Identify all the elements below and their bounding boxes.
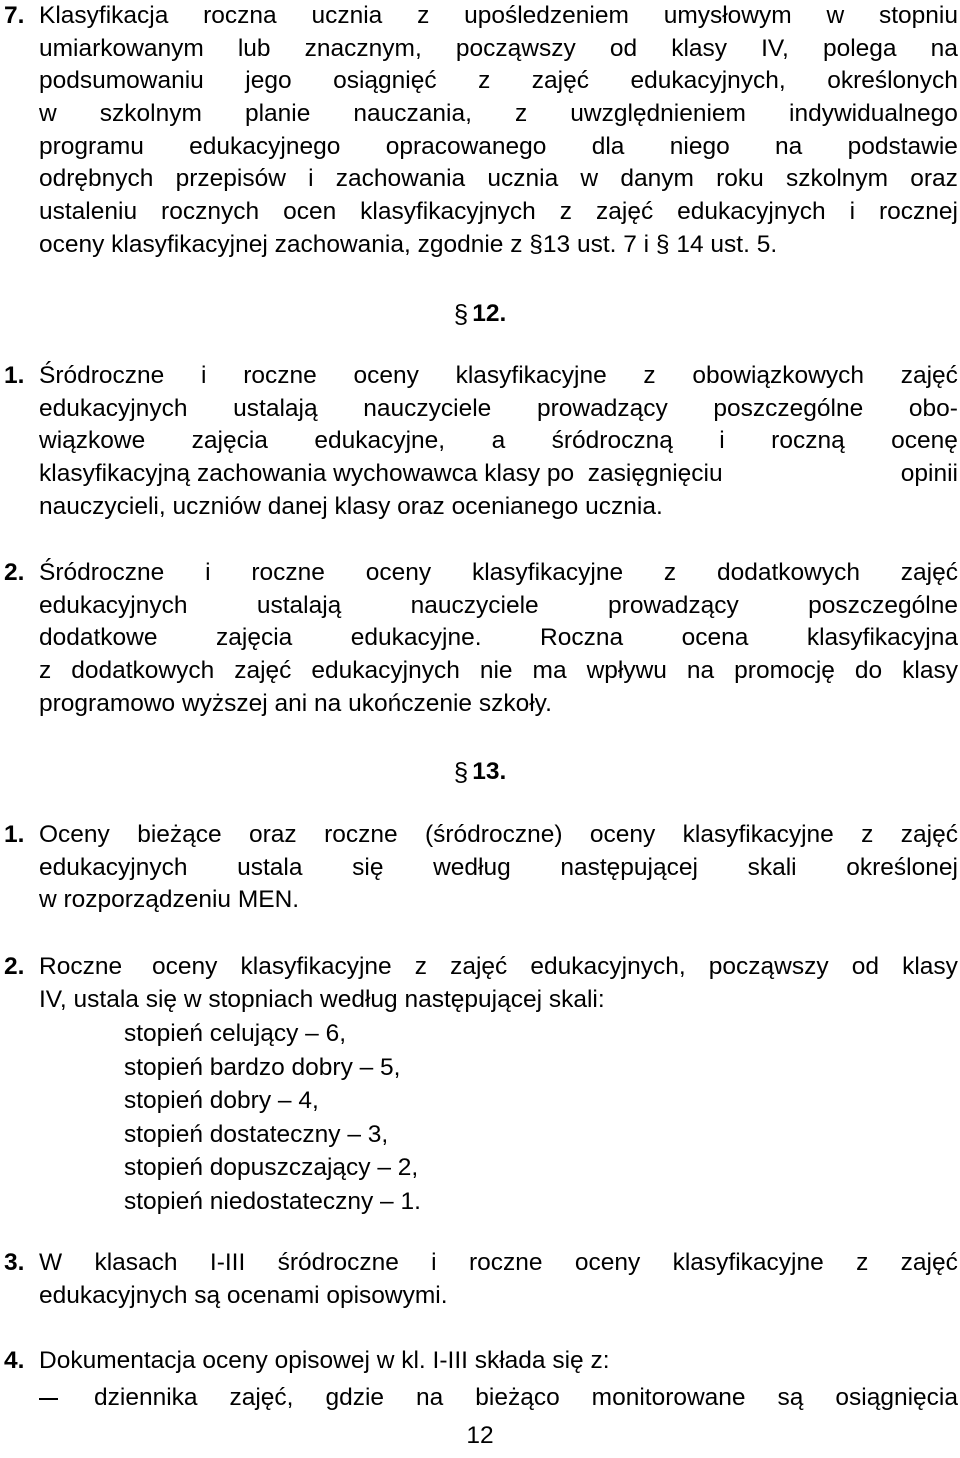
word: Oceny — [39, 821, 110, 848]
grade-item: stopień dostateczny – 3, — [124, 1120, 389, 1148]
grade-item: stopień dopuszczający – 2, — [124, 1154, 419, 1181]
word: zajęć — [531, 67, 589, 95]
word: roczne — [251, 559, 325, 586]
word: się — [352, 853, 384, 881]
word — [4, 951, 129, 984]
word: z — [478, 67, 491, 95]
word: klasy — [902, 657, 958, 685]
word: ucznia — [487, 165, 559, 193]
word: następującej — [560, 853, 698, 881]
text-line — [4, 590, 958, 623]
word: bieżące — [137, 821, 222, 848]
section-heading-label: 13. — [472, 758, 507, 785]
word: programu — [39, 132, 144, 160]
word: jego — [245, 67, 292, 95]
paragraph-number: 7. — [4, 2, 25, 29]
word: klasyfikacyjne — [471, 559, 624, 586]
text-line — [4, 458, 958, 491]
word: szkolnym — [785, 165, 889, 193]
word: I-III — [209, 1249, 246, 1276]
word: oceny — [152, 953, 218, 980]
word: dodatkowe — [39, 624, 158, 652]
word: poszczególne — [713, 394, 864, 422]
word — [4, 0, 168, 33]
section-sign: § — [453, 757, 469, 787]
word: osiągnięcia — [835, 1384, 958, 1411]
paragraph-number: 1. — [4, 362, 25, 389]
word: oceny — [574, 1249, 641, 1276]
word: dodatkowych — [716, 559, 860, 586]
word: dodatkowych — [71, 657, 215, 685]
grade-item: stopień celujący – 6, — [124, 1020, 346, 1047]
word: edukacyjnych — [39, 853, 188, 881]
word: z — [514, 100, 528, 128]
word: i — [201, 362, 207, 389]
word: bieżąco — [475, 1384, 560, 1411]
word: uwzględnieniem — [570, 100, 746, 128]
word: dla — [591, 132, 625, 160]
word: roku — [716, 165, 764, 193]
paragraph-12-2 — [4, 557, 958, 720]
word: oceny — [353, 362, 419, 389]
word: edukacyjne. — [350, 624, 482, 652]
word: od — [609, 34, 638, 62]
word: oceny — [365, 559, 432, 586]
text-line — [4, 557, 958, 590]
word: umysłowym — [663, 2, 792, 29]
text-line-last: w rozporządzeniu MEN. — [39, 886, 300, 914]
paragraph-13-4 — [4, 1345, 958, 1378]
paragraph-number: 2. — [4, 953, 25, 980]
word: zajęć — [596, 198, 654, 226]
grade-item: stopień bardzo dobry – 5, — [124, 1053, 401, 1081]
word: poszczególne — [808, 591, 958, 619]
word: z — [417, 2, 430, 29]
text-line — [4, 131, 958, 164]
grade-item: stopień niedostateczny – 1. — [124, 1187, 421, 1215]
word: ustala — [237, 853, 303, 881]
word: w — [580, 165, 599, 193]
grade-item: stopień dobry – 4, — [124, 1087, 319, 1114]
word: ocena — [681, 624, 749, 652]
dash-bullet — [39, 1398, 58, 1400]
text-line — [4, 819, 958, 852]
paragraph-13-2 — [4, 951, 958, 1016]
word: szkolnym — [99, 100, 202, 128]
word: oraz — [910, 165, 958, 193]
text-line — [4, 196, 958, 229]
word: klasyfikacyjne — [672, 1249, 824, 1276]
word: niego — [669, 132, 730, 160]
word: zajęcia — [216, 624, 293, 652]
word: podsumowaniu — [39, 67, 204, 95]
word: Śródroczne — [39, 559, 165, 586]
text-line — [4, 360, 958, 393]
text-line-last: IV, ustala się w stopniach według następującej skali: — [39, 985, 605, 1013]
text-line-last: oceny klasyfikacyjnej zachowania, zgodnie z §13 ust. 7 i § 14 ust. 5. — [39, 230, 778, 258]
word: edukacyjnych — [39, 394, 188, 422]
dash-list-item — [39, 1382, 958, 1415]
word: edukacyjnych, — [630, 67, 786, 95]
paragraph-number: 2. — [4, 559, 25, 586]
text-line — [4, 0, 958, 33]
word: edukacyjnych — [311, 657, 460, 685]
word: roczne — [468, 1249, 543, 1276]
word: nie — [479, 657, 513, 685]
text-line — [4, 163, 958, 196]
word: z — [861, 821, 874, 848]
text-line — [4, 1345, 958, 1378]
text-line — [4, 33, 958, 66]
word: prowadzący — [536, 394, 668, 422]
word: zajęć — [900, 821, 958, 848]
word: polega — [822, 34, 897, 62]
word: podstawie — [847, 132, 958, 160]
word: wiązkowe — [39, 427, 146, 455]
text-line — [4, 951, 958, 984]
word: ma — [532, 657, 567, 685]
word: wpływu — [586, 657, 667, 685]
word: edukacyjnych, — [530, 953, 686, 980]
word: ustalają — [256, 591, 342, 619]
word: edukacyjne, — [314, 427, 446, 455]
text-line — [4, 393, 958, 426]
word: począwszy — [455, 34, 576, 62]
word: śródroczną — [551, 427, 673, 455]
paragraph-13-1 — [4, 819, 958, 917]
paragraph-number: 3. — [4, 1249, 25, 1276]
word: lub — [237, 34, 271, 62]
word: klasyfikacyjne — [240, 953, 392, 980]
word: W — [39, 1249, 63, 1276]
word: edukacyjnych — [39, 591, 188, 619]
paragraph-7 — [4, 0, 958, 262]
word: zajęć — [900, 1249, 958, 1276]
grade-scale-list — [124, 1018, 421, 1219]
word: nauczania, — [353, 100, 472, 128]
word: osiągnięć — [333, 67, 437, 95]
word: zajęć — [900, 559, 958, 586]
word: klasach — [94, 1249, 178, 1276]
paragraph-number: 4. — [4, 1347, 25, 1374]
word: przepisów — [175, 165, 286, 193]
word: z — [39, 657, 52, 685]
word: znacznym, — [304, 34, 422, 62]
word: indywidualnego — [789, 100, 958, 128]
word: zajęć — [234, 657, 292, 685]
section-heading-13 — [0, 754, 960, 789]
word: klasyfikacyjne — [682, 821, 834, 848]
section-sign: § — [453, 299, 469, 329]
word — [4, 819, 110, 852]
word: upośledzeniem — [464, 2, 629, 29]
word: i — [719, 427, 725, 455]
word: od — [851, 953, 879, 980]
word: Klasyfikacja — [39, 2, 169, 29]
word: a — [491, 427, 506, 455]
word: oceny — [589, 821, 656, 848]
word: zajęć — [450, 953, 508, 980]
word: na — [686, 657, 715, 685]
text-line — [4, 98, 958, 131]
word: klasyfikacyjne — [455, 362, 607, 389]
word: roczna — [203, 2, 277, 29]
word: określonej — [846, 853, 958, 881]
word: odrębnych — [39, 165, 154, 193]
text-line — [4, 852, 958, 885]
word: z — [643, 362, 656, 389]
word: Roczna — [540, 624, 624, 652]
word: edukacyjnego — [189, 132, 341, 160]
word: klasyfikacyjna — [806, 624, 958, 652]
section-heading-12 — [0, 296, 960, 331]
word: w — [826, 2, 845, 29]
word: umiarkowanym — [39, 34, 204, 62]
word: nauczyciele — [363, 394, 492, 422]
word: dziennika — [94, 1384, 198, 1411]
word: roczne — [243, 362, 317, 389]
word: zajęć, — [229, 1384, 294, 1411]
word: na — [416, 1384, 444, 1411]
word — [4, 360, 164, 393]
word: roczne — [324, 821, 398, 848]
text-line — [4, 65, 958, 98]
word: zachowania — [335, 165, 466, 193]
text-line-content: Dokumentacja oceny opisowej w kl. I-III składa się z: — [39, 1347, 610, 1374]
word: obo- — [908, 394, 958, 422]
text-line — [4, 1247, 958, 1280]
word: planie — [244, 100, 311, 128]
word: rocznej — [879, 198, 958, 226]
word: i — [205, 559, 211, 586]
word: danym — [620, 165, 694, 193]
word: klasy — [671, 34, 728, 62]
word: na — [775, 132, 803, 160]
word: ucznia — [311, 2, 383, 29]
word: opracowanego — [385, 132, 547, 160]
word: i — [849, 198, 856, 226]
text-line-last: programowo wyższej ani na ukończenie szkoły. — [39, 689, 552, 717]
word: są — [777, 1384, 804, 1411]
word: ocenę — [891, 427, 958, 455]
word: prowadzący — [608, 591, 739, 619]
word: z — [559, 198, 573, 226]
word: śródroczne — [277, 1249, 399, 1276]
word: i — [431, 1249, 437, 1276]
text-line-last: nauczycieli, uczniów danej klasy oraz ocenianego ucznia. — [39, 492, 663, 520]
word: według — [433, 853, 511, 881]
word: nauczyciele — [410, 591, 539, 619]
word: zajęcia — [191, 427, 268, 455]
section-heading-label: 12. — [472, 300, 507, 327]
word: opinii — [900, 460, 958, 488]
word: w — [39, 100, 57, 128]
word: począwszy — [708, 953, 829, 980]
word: klasyfikacyjnych — [360, 198, 536, 226]
word: z — [414, 953, 427, 980]
paragraph-13-3 — [4, 1247, 958, 1312]
text-line — [4, 622, 958, 655]
page-number: 12 — [466, 1422, 494, 1449]
word: skali — [747, 853, 797, 881]
text-line-last: edukacyjnych są ocenami opisowymi. — [39, 1281, 448, 1309]
paragraph-number: 1. — [4, 821, 25, 848]
paragraph-12-1 — [4, 360, 958, 523]
word: do — [854, 657, 883, 685]
text-line — [4, 425, 958, 458]
word: Śródroczne — [39, 362, 165, 389]
word: promocję — [734, 657, 835, 685]
word: i — [308, 165, 314, 193]
word: ustaleniu — [39, 198, 138, 226]
word: klasy — [902, 953, 958, 980]
word: obowiązkowych — [692, 362, 864, 389]
word: z — [663, 559, 677, 586]
word: ocen — [283, 198, 337, 226]
word: ustalają — [233, 394, 318, 422]
text-line — [4, 655, 958, 688]
word: zajęć — [900, 362, 958, 389]
word: określonych — [827, 67, 958, 95]
word: klasyfikacyjną zachowania wychowawca klasy po zasięgnięciu — [39, 460, 723, 488]
word: edukacyjnych — [677, 198, 826, 226]
word: roczną — [771, 427, 845, 455]
word: rocznych — [161, 198, 260, 226]
word: IV, — [761, 34, 789, 62]
word — [4, 557, 164, 590]
word: na — [930, 34, 958, 62]
word: stopniu — [878, 2, 958, 29]
dash-list-item-text — [94, 1382, 958, 1415]
word: z — [856, 1249, 869, 1276]
word — [4, 1247, 62, 1280]
word: Roczne — [39, 953, 129, 980]
word: monitorowane — [591, 1384, 746, 1411]
word: gdzie — [325, 1384, 385, 1411]
word: oraz — [249, 821, 297, 848]
word: (śródroczne) — [424, 821, 563, 848]
